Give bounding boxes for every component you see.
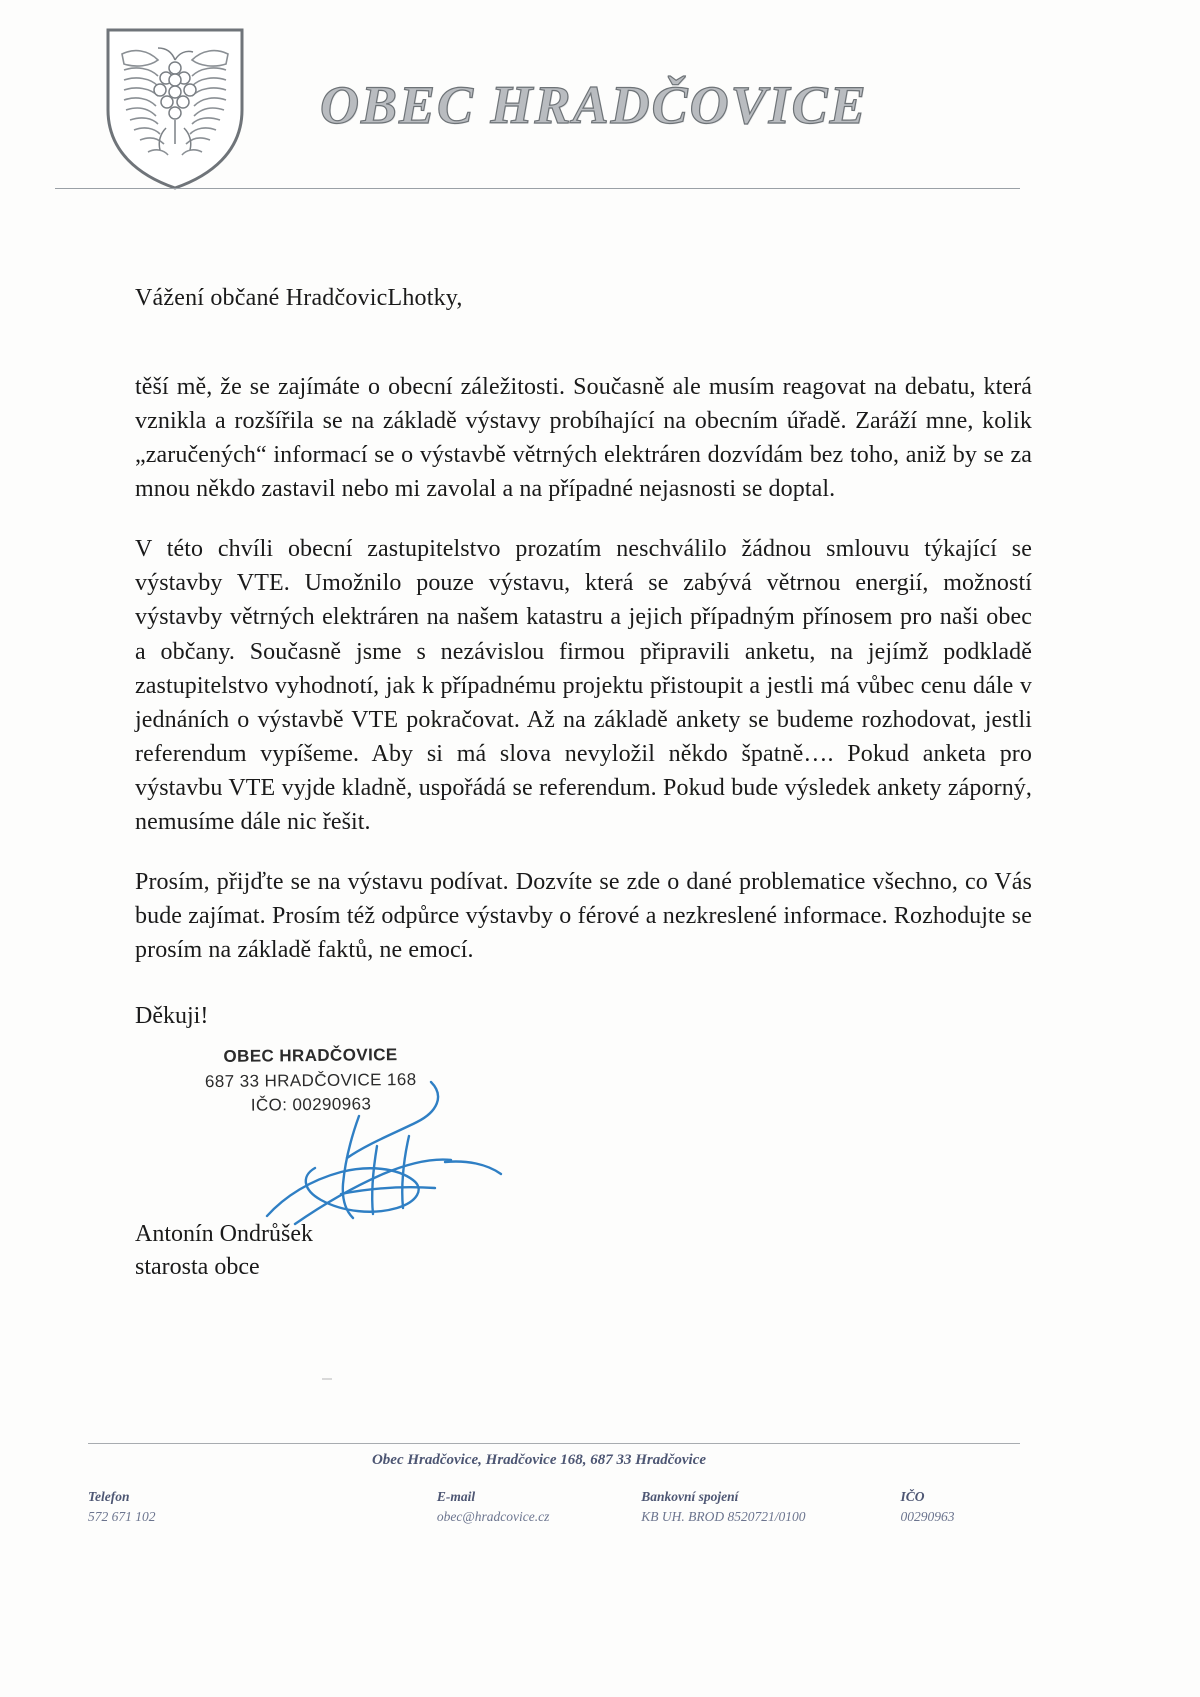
footer-label-bank: Bankovní spojení	[641, 1489, 739, 1504]
footer-value-ico: 00290963	[900, 1509, 955, 1525]
salutation: Vážení občané HradčovicLhotky,	[135, 285, 463, 311]
footer-label-telefon: Telefon	[88, 1489, 130, 1504]
paragraph-1: těší mě, že se zajímáte o obecní záležitosti. Současně ale musím reagovat na debatu, která vznikla a rozšířila se na základě výstavy probíhající na obecním úřadě. Zaráží mne, kolik „zaručených“ informací se o výstavbě větrných elektráren dozvídám bez toho, aniž by se za mnou někdo zastavil nebo mi zavolal a na případné nejasnosti se doptal.	[135, 374, 1032, 503]
paragraph-2: V této chvíli obecní zastupitelstvo prozatím neschválilo žádnou smlouvu týkající se výstavby VTE. Umožnilo pouze výstavu, která se zabývá větrnou energií, možností výstavby větrných elektráren na našem katastru a jejich případným přínosem pro naši obec a občany. Současně jsme s nezávislou firmou připravili anketu, na jejímž podkladě zastupitelstvo vyhodnotí, jak k případnému projektu přistoupit a jestli má vůbec cenu dále v jednáních o výstavbě VTE pokračovat. Až na základě ankety se budeme rozhodovat, jestli referendum vypíšeme. Aby si má slova nevyložil někdo špatně…. Pokud anketa pro výstavbu VTE vyjde kladně, uspořádá se referendum. Pokud bude výsledek ankety záporný, nemusíme dále nic řešit.	[135, 536, 1032, 835]
footer-value-email[interactable]: obec@hradcovice.cz	[436, 1509, 550, 1525]
footer-contact-columns	[88, 1487, 1050, 1528]
letterhead-footer	[88, 1452, 1050, 1528]
stamp-line-1: OBEC HRADČOVICE	[223, 1045, 398, 1067]
stamp-line-3: IČO: 00290963	[250, 1094, 372, 1116]
stamp-line-2: 687 33 HRADČOVICE 168	[204, 1069, 417, 1091]
footer-label-email: E-mail	[436, 1489, 476, 1504]
footer-label-ico: IČO	[900, 1489, 925, 1504]
footer-column-telefon	[88, 1487, 437, 1528]
coat-of-arms-eagle-grapes-icon	[100, 24, 250, 192]
paragraph-3: Prosím, přijďte se na výstavu podívat. Dozvíte se zde o dané problematice všechno, co Vás bude zajímat. Prosím též odpůrce výstavby o férové a nezkreslené informace. Rozhodujte se prosím na základě faktů, ne emocí.	[135, 869, 1032, 964]
closing-thanks: Děkuji!	[135, 1003, 209, 1030]
footer-address: Obec Hradčovice, Hradčovice 168, 687 33 Hradčovice	[371, 1452, 707, 1468]
official-stamp	[205, 1043, 417, 1119]
stamp-and-signature-area	[135, 1036, 1032, 1280]
letter-body	[135, 285, 1032, 1280]
page-title: OBEC HRADČOVICE	[320, 75, 868, 135]
letterhead-header	[90, 18, 1020, 178]
header-divider	[55, 188, 1020, 189]
signer-role: starosta obce	[135, 1253, 260, 1280]
signer-name: Antonín Ondrůšek	[135, 1221, 313, 1248]
footer-value-bank: KB UH. BROD 8520721/0100	[641, 1509, 806, 1525]
signature-block	[135, 1218, 313, 1283]
footer-column-email	[437, 1487, 641, 1528]
footer-divider	[88, 1443, 1020, 1444]
footer-value-telefon: 572 671 102	[88, 1509, 156, 1525]
scan-artifact	[322, 1378, 332, 1380]
footer-column-ico	[900, 1487, 1050, 1528]
footer-column-bank	[641, 1487, 900, 1528]
